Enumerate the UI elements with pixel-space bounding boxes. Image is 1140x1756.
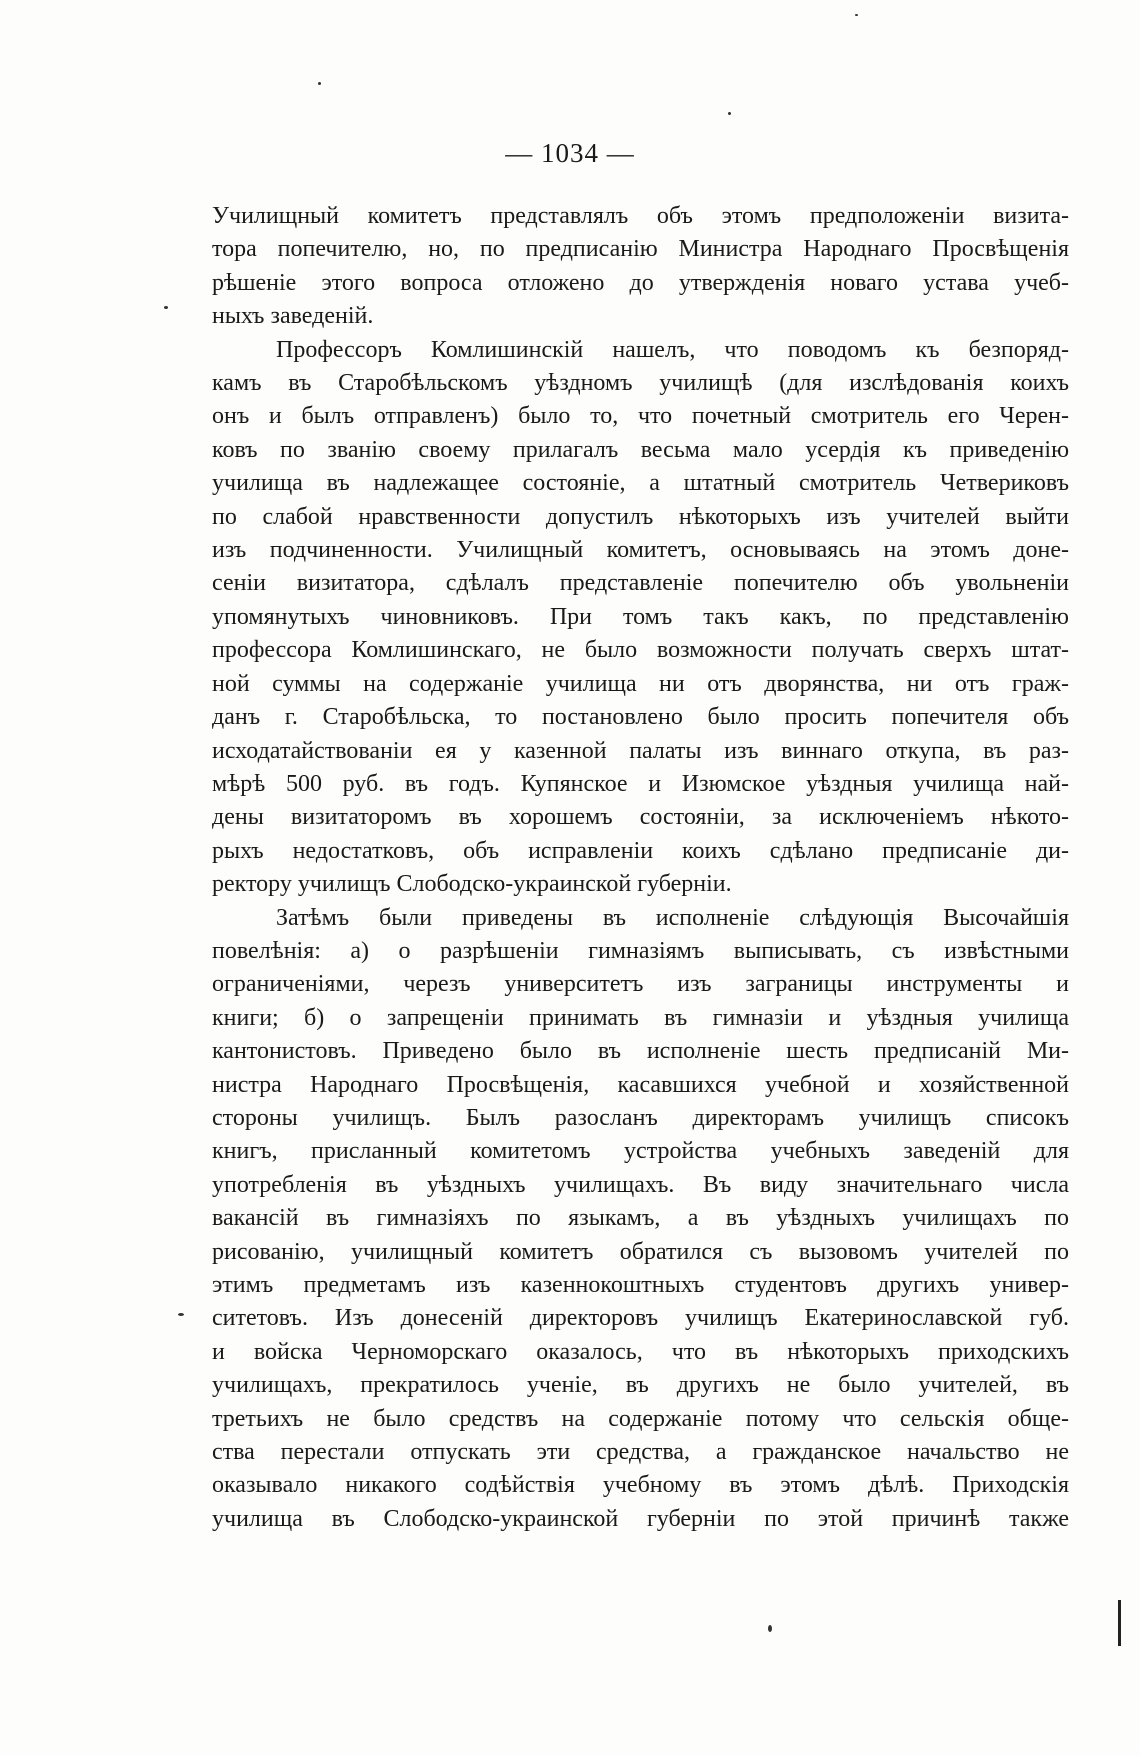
text-line: дены визитаторомъ въ хорошемъ состоянiи, за исключенiемъ нѣкото- — [212, 804, 1069, 831]
text-line: повелѣнiя: а) о разрѣшенiи гимназiямъ выписывать, съ извѣстными — [212, 937, 1069, 964]
text-line: упомянутыхъ чиновниковъ. При томъ такъ какъ, по представленiю — [212, 603, 1069, 630]
paragraph-2 — [212, 334, 1069, 902]
text-line: мѣрѣ 500 руб. въ годъ. Купянское и Изюмское уѣздныя училища най- — [212, 770, 1069, 797]
body-text — [212, 200, 1069, 1536]
text-line: ной суммы на содержанiе училища ни отъ дворянства, ни отъ граж- — [212, 670, 1069, 697]
text-line: тора попечителю, но, по предписанiю Министра Народнаго Просвѣщенiя — [212, 236, 1069, 263]
text-line: профессора Комлишинскаго, не было возможности получать сверхъ штат- — [212, 637, 1069, 664]
text-line: рисованiю, училищный комитетъ обратился съ вызовомъ учителей по — [212, 1238, 1069, 1265]
scan-edge-mark — [1118, 1600, 1121, 1646]
text-line: стороны училищъ. Былъ разосланъ директорамъ училищъ списокъ — [212, 1104, 1069, 1131]
text-line: исходатайствованiи ея у казенной палаты изъ виннаго откупа, въ раз- — [212, 737, 1069, 764]
text-line: онъ и былъ отправленъ) было то, что почетный смотритель его Черен- — [212, 403, 1069, 430]
scan-speck — [164, 306, 168, 309]
scan-speck — [728, 112, 731, 115]
paragraph-3 — [212, 902, 1069, 1537]
text-line: кантонистовъ. Приведено было въ исполненiе шесть предписанiй Ми- — [212, 1038, 1069, 1065]
text-line: вакансiй въ гимназiяхъ по языкамъ, а въ уѣздныхъ училищахъ по — [212, 1205, 1069, 1232]
text-line: книги; б) о запрещенiи принимать въ гимназiи и уѣздныя училища — [212, 1004, 1069, 1031]
text-line: оказывало никакого содѣйствiя учебному въ этомъ дѣлѣ. Приходскiя — [212, 1472, 1069, 1499]
text-line: ректору училищъ Слободско-украинской губернiи. — [212, 871, 732, 898]
text-line: камъ въ Старобѣльскомъ уѣздномъ училищѣ (для изслѣдованiя коихъ — [212, 370, 1069, 397]
text-line: этимъ предметамъ изъ казеннокоштныхъ студентовъ другихъ универ- — [212, 1272, 1069, 1298]
text-line: ныхъ заведенiй. — [212, 303, 374, 330]
text-line: сенiи визитатора, сдѣлалъ представленiе попечителю объ увольненiи — [212, 570, 1069, 597]
text-line: книгъ, присланный комитетомъ устройства учебныхъ заведенiй для — [212, 1138, 1069, 1165]
scan-speck — [318, 82, 321, 85]
text-line: училища въ Слободско-украинской губернiи по этой причинѣ также — [212, 1505, 1069, 1532]
text-line: по слабой нравственности допустилъ нѣкоторыхъ изъ учителей выйти — [212, 503, 1069, 530]
text-line: ситетовъ. Изъ донесенiй директоровъ училищъ Екатеринославской губ. — [212, 1305, 1069, 1332]
text-line: употребленiя въ уѣздныхъ училищахъ. Въ виду значительнаго числа — [212, 1171, 1069, 1198]
scan-speck — [768, 1625, 772, 1632]
text-line: изъ подчиненности. Училищный комитетъ, основываясь на этомъ доне- — [212, 537, 1069, 564]
text-line: училищахъ, прекратилось ученiе, въ другихъ не было учителей, въ — [212, 1372, 1069, 1399]
text-line: ограниченiями, черезъ университетъ изъ заграницы инструменты и — [212, 971, 1069, 998]
text-line: рѣшенiе этого вопроса отложено до утвержденiя новаго устава учеб- — [212, 269, 1069, 296]
scan-speck — [855, 14, 858, 16]
text-line: Профессоръ Комлишинскiй нашелъ, что поводомъ къ безпоряд- — [276, 336, 1069, 363]
text-line: ства перестали отпускать эти средства, а гражданское начальство не — [212, 1439, 1069, 1466]
text-line: и войска Черноморскаго оказалось, что въ нѣкоторыхъ приходскихъ — [212, 1338, 1069, 1365]
text-line: рыхъ недостатковъ, объ исправленiи коихъ сдѣлано предписанiе ди- — [212, 837, 1069, 864]
page-number: — 1034 — — [505, 138, 635, 168]
text-line: Затѣмъ были приведены въ исполненiе слѣдующiя Высочайшiя — [276, 904, 1069, 931]
paragraph-1 — [212, 200, 1069, 334]
text-line: училища въ надлежащее состоянiе, а штатный смотритель Четвериковъ — [212, 470, 1069, 497]
text-line: нистра Народнаго Просвѣщенiя, касавшихся учебной и хозяйственной — [212, 1071, 1069, 1098]
text-line: ковъ по званiю своему прилагалъ весьма мало усердiя къ приведенiю — [212, 436, 1069, 463]
scan-speck — [178, 1313, 184, 1316]
text-line: Училищный комитетъ представлялъ объ этомъ предположенiи визита- — [212, 203, 1069, 229]
text-line: данъ г. Старобѣльска, то постановлено было просить попечителя объ — [212, 704, 1069, 731]
text-line: третьихъ не было средствъ на содержанiе потому что сельскiя обще- — [212, 1405, 1069, 1432]
